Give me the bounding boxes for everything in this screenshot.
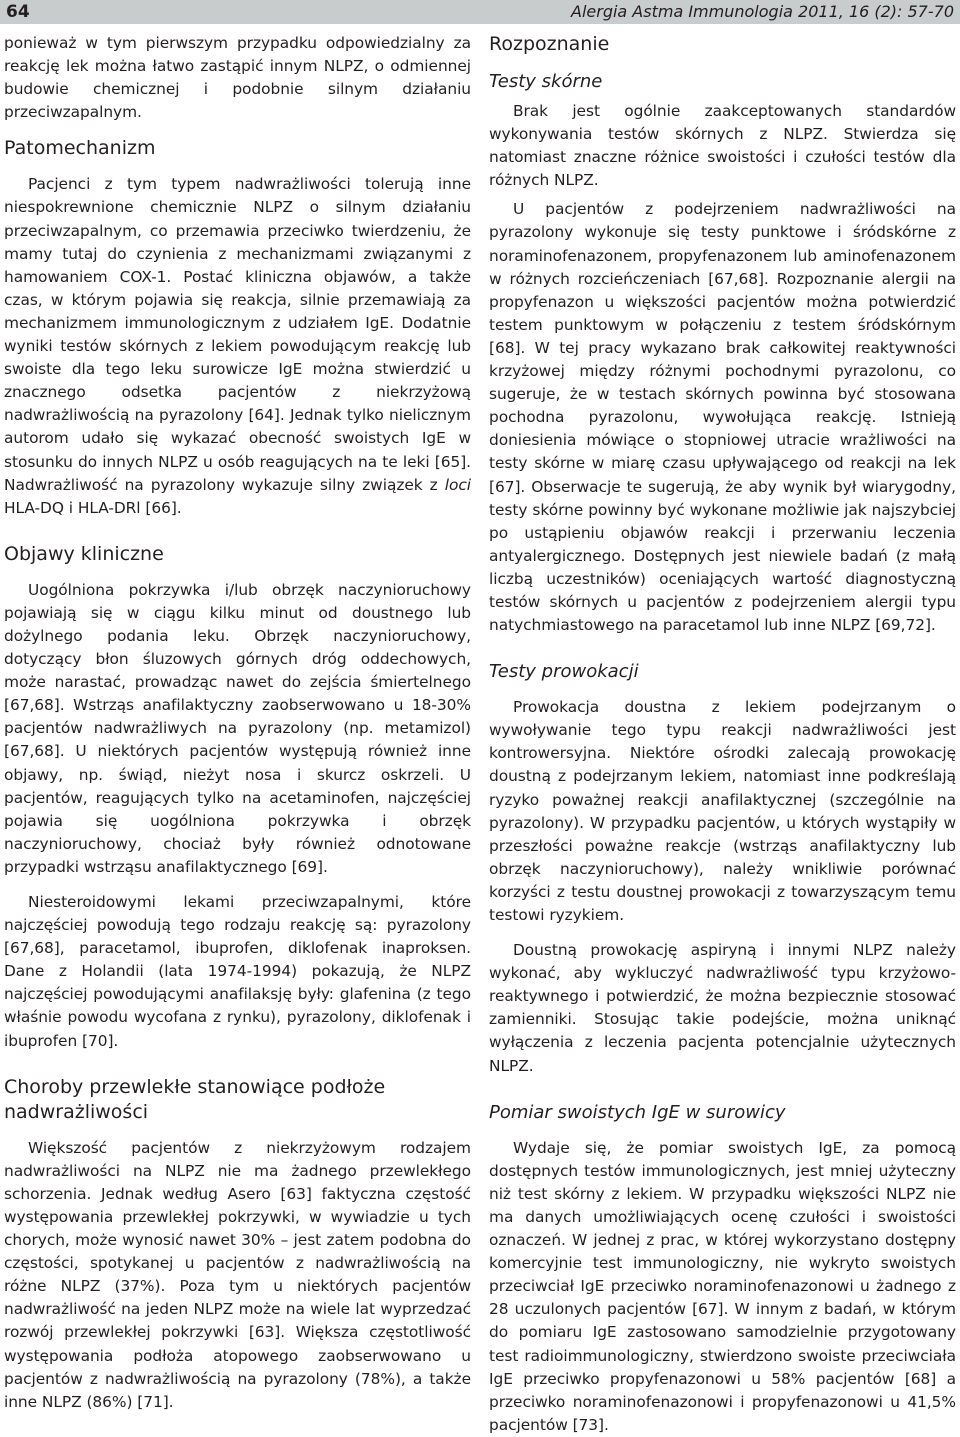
page-number: 64 — [6, 2, 30, 22]
paragraph-objawy-1: Uogólniona pokrzywka i/lub obrzęk naczynioruchowy pojawiają się w ciągu kilku minut od doustnego lub dożylnego podania leku. Obrzęk naczynioruchowy, dotyczący błon śluzowych górnych dróg oddechowych, może narastać, prowadząc nawet do zejścia śmiertelnego [67,68]. Wstrząs anafilaktyczny zaobserwowano u 18-30% pacjentów nadwrażliwych na pyrazolony (np. metamizol) [67,68]. U niektórych pacjentów występują również inne objawy, np. świąd, nieżyt nosa i skurcz oskrzeli. U pacjentów, reagujących tylko na acetaminofen, najczęściej pojawia się uogólniona pokrzywka i obrzęk naczynioruchowy, chociaż były również odnotowane przypadki wstrząsu anafilaktycznego [69]. — [4, 580, 471, 876]
paragraph-testy-skorne-1: Brak jest ogólnie zaakceptowanych standardów wykonywania testów skórnych z NLPZ. Stwierdza się natomiast znaczne różnice swoistości i czułości testów dla różnych NLPZ. — [489, 102, 956, 190]
subheading-testy-skorne: Testy skórne — [489, 71, 603, 92]
subheading-pomiar-ige: Pomiar swoistych IgE w surowicy — [489, 1101, 786, 1123]
paragraph-choroby: Większość pacjentów z niekrzyżowym rodzajem nadwrażliwości na NLPZ nie ma żadnego przewlekłego schorzenia. Jednak według Asero [63] faktyczna częstość występowania przewlekłej pokrzywki, w wywiadzie u tych chorych, może wynosić nawet 30% – jest zatem podobna do częstości, spotykanej u pacjentów z nadwrażliwością na różne NLPZ (37%). Poza tym u niektórych pacjentów nadwrażliwość na jeden NLPZ może na wiele lat wyprzedzać rozwój przewlekłej pokrzywki [63]. Większa częstotliwość występowania podłoża atopowego zaobserwowano u pacjentów z nadwrażliwością na pyrazolony (78%), a także inne NLPZ (86%) [71]. — [4, 1138, 471, 1411]
paragraph-testy-skorne-2: U pacjentów z podejrzeniem nadwrażliwości na pyrazolony wykonuje się testy punktowe i śródskórne z noraminofenazonem, propyfenazonem lub aminofenazonem w różnych rozcieńczeniach [67,68]. Rozpoznanie alergii na propyfenazon u większości pacjentów można potwierdzić testem punktowym w połączeniu z testem śródskórnym [68]. W tej pracy wykazano brak całkowitej reaktywności krzyżowej między różnymi pochodnymi pyrazolonu, co sugeruje, że w testach skórnych powinna być stosowana pochodna pyrazolonu, wywołująca reakcję. Istnieją doniesienia mówiące o stopniowej utracie wrażliwości na testy skórne w miarę czasu upływającego od reakcji na lek [67]. Obserwacje te sugerują, że aby wynik był wiarygodny, testy skórne powinny być wykonane możliwie jak najszybciej po ustąpieniu objawów reakcji i przerwaniu leczenia antyalergicznego. Dostępnych jest niewiele badań (z małą liczbą uczestników) oceniających wartość diagnostyczną testów skórnych u pacjentów z podejrzeniem alergii typu natychmiastowego na paracetamol lub inne NLPZ [69,72]. — [489, 200, 956, 635]
subheading-testy-prowokacji: Testy prowokacji — [489, 661, 639, 683]
heading-rozpoznanie: Rozpoznanie — [489, 33, 610, 55]
paragraph-text-end: HLA-DQ i HLA-DRl [66]. — [4, 498, 182, 517]
paragraph-prowokacji-2: Doustną prowokację aspiryną i innymi NLPZ należy wykonać, aby wykluczyć nadwrażliwość typu krzyżowo-reaktywnego i potwierdzić, że można bezpiecznie stosować zamienniki. Stosując takie podejście, można uniknąć wyłączenia z leczenia pacjenta potencjalnie użytecznych NLPZ. — [489, 941, 956, 1075]
right-column — [489, 32, 956, 1437]
journal-citation: Alergia Astma Immunologia 2011, 16 (2): 57-70 — [571, 2, 954, 21]
heading-objawy-kliniczne: Objawy kliniczne — [4, 542, 164, 565]
continued-paragraph: ponieważ w tym pierwszym przypadku odpowiedzialny za reakcję lek można łatwo zastąpić innym NLPZ, o odmiennej budowie chemicznej i podobnie silnym działaniu przeciwzapalnym. — [4, 34, 471, 122]
page-header — [0, 0, 960, 24]
paragraph-patomechanizm — [4, 173, 471, 519]
paragraph-prowokacji-1: Prowokacja doustna z lekiem podejrzanym o wywoływanie tego typu reakcji nadwrażliwości jest kontrowersyjna. Niektóre ośrodki zalecają prowokację doustną z podejrzanym lekiem, natomiast inne podkreślają ryzyko poważnej reakcji anafilaktycznej (szczególnie na pyrazolony). W przypadku pacjentów, u których wystąpiły w przeszłości poważne reakcje (wstrząs anafilaktyczny lub obrzęk naczynioruchowy), należy wnikliwie porównać korzyści z testu doustnej prowokacji z towarzyszącym temu testowi ryzykiem. — [489, 698, 956, 924]
heading-choroby-przewlekle: Choroby przewlekłe stanowiące podłoże nadwrażliwości — [4, 1075, 386, 1123]
paragraph-text: Pacjenci z tym typem nadwrażliwości tolerują inne niespokrewnione chemicznie NLPZ o silnym działaniu przeciwzapalnym, co przemawia przeciwko twierdzeniu, że mamy tutaj do czynienia z mechanizmami związanymi z hamowaniem COX-1. Postać kliniczna objawów, a także czas, w którym pojawia się reakcja, silnie przemawiają za mechanizmem immunologicznym z udziałem IgE. Dodatnie wyniki testów skórnych z lekiem powodującym reakcję lub swoiste dla tego leku surowicze IgE można stwierdzić u znacznego odsetka pacjentów z niekrzyżową nadwrażliwością na pyrazolony [64]. Jednak tylko nielicznym autorom udało się wykazać obecność swoistych IgE w stosunku do innych NLPZ u osób reagujących na te leki [65]. Nadwrażliwość na pyrazolony wykazuje silny związek z — [4, 175, 471, 494]
paragraph-objawy-2: Niesteroidowymi lekami przeciwzapalnymi, które najczęściej powodują tego rodzaju reakcję są: pyrazolony [67,68], paracetamol, ibuprofen, diklofenak inaproksen. Dane z Holandii (lata 1974-1994) pokazują, że NLPZ najczęściej powodującymi anafilaksję były: glafenina (z tego właśnie powodu wycofana z rynku), pyrazolony, diklofenak i ibuprofen [70]. — [4, 893, 471, 1050]
italic-term: loci — [444, 475, 471, 494]
heading-patomechanizm: Patomechanizm — [4, 137, 156, 160]
paragraph-pomiar-ige: Wydaje się, że pomiar swoistych IgE, za pomocą dostępnych testów immunologicznych, jest mniej użyteczny niż test skórny z lekiem. W przypadku większości NLPZ nie ma danych umożliwiających ocenę czułości i swoistości oznaczeń. W jednej z prac, w której wykorzystano dostępny komercyjnie test immunologiczny, nie wykryto swoistych przeciwciał IgE przeciwko noraminofenazonowi u żadnego z 28 uczulonych pacjentów [67]. W innym z badań, w którym do pomiaru IgE zastosowano samodzielnie przygotowany test radioimmunologiczny, stwierdzono swoiste przeciwciała IgE przeciwko propyfenazonowi u 58% pacjentów [68] a przeciwko noraminofenazonowi i propyfenazonowi u 41,5% pacjentów [73]. — [489, 1138, 956, 1434]
left-column — [4, 32, 471, 1414]
